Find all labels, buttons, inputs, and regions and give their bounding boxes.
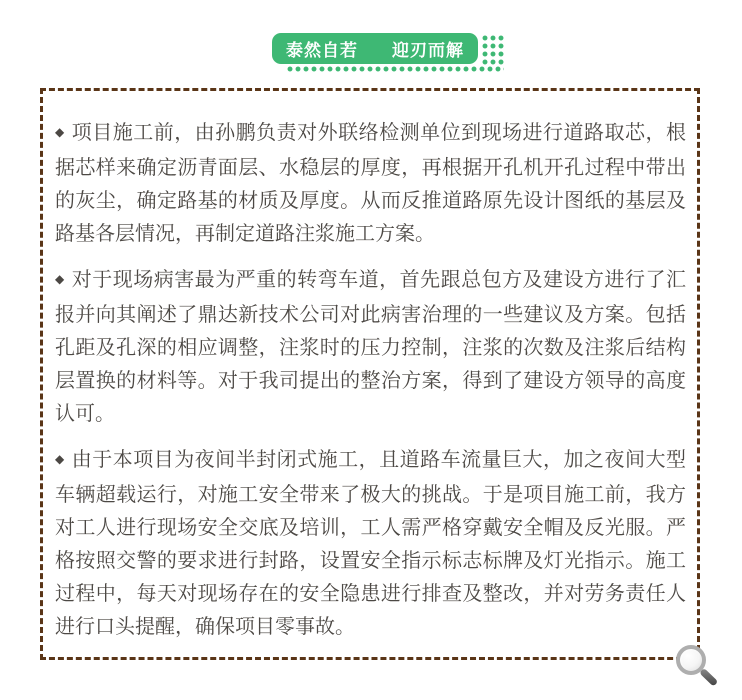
paragraph-text: 项目施工前，由孙鹏负责对外联络检测单位到现场进行道路取芯，根据芯样来确定沥青面层、水稳层的厚度，再根据开孔机开孔过程中带出的灰尘，确定路基的材质及厚度。从而反推道路原先设计图纸的基层及路基各层情况，再制定道路注浆施工方案。	[55, 122, 687, 245]
green-dot-row-decoration	[286, 65, 504, 73]
paragraph-disease-treatment	[55, 264, 686, 431]
diamond-bullet-icon: ◆	[55, 125, 65, 139]
paragraph-text: 由于本项目为夜间半封闭式施工，且道路车流量巨大，加之夜间大型车辆超载运行，对施工安全带来了极大的挑战。于是项目施工前，我方对工人进行现场安全交底及培训，工人需严格穿戴安全帽及反光服。严格按照交警的要求进行封路，设置安全指示标志标牌及灯光指示。施工过程中，每天对现场存在的安全隐患进行排查及整改，并对劳务责任人进行口头提醒，确保项目零事故。	[55, 449, 687, 638]
header-badge	[272, 33, 478, 64]
diamond-bullet-icon: ◆	[55, 452, 65, 466]
paragraph-core-sampling	[55, 117, 686, 251]
badge-text-left: 泰然自若	[286, 41, 358, 60]
dashed-content-box	[40, 88, 700, 660]
paragraph-text: 对于现场病害最为严重的转弯车道，首先跟总包方及建设方进行了汇报并向其阐述了鼎达新技术公司对此病害治理的一些建议及方案。包括孔距及孔深的相应调整，注浆时的压力控制，注浆的次数及注浆后结构层置换的材料等。对于我司提出的整治方案，得到了建设方领导的高度认可。	[55, 269, 687, 425]
badge-text-right: 迎刃而解	[392, 41, 464, 60]
paragraph-night-safety	[55, 444, 686, 644]
magnifier-handle	[699, 668, 718, 687]
green-dot-grid-decoration	[481, 34, 505, 66]
diamond-bullet-icon: ◆	[55, 272, 65, 286]
magnifier-icon[interactable]	[676, 645, 706, 675]
